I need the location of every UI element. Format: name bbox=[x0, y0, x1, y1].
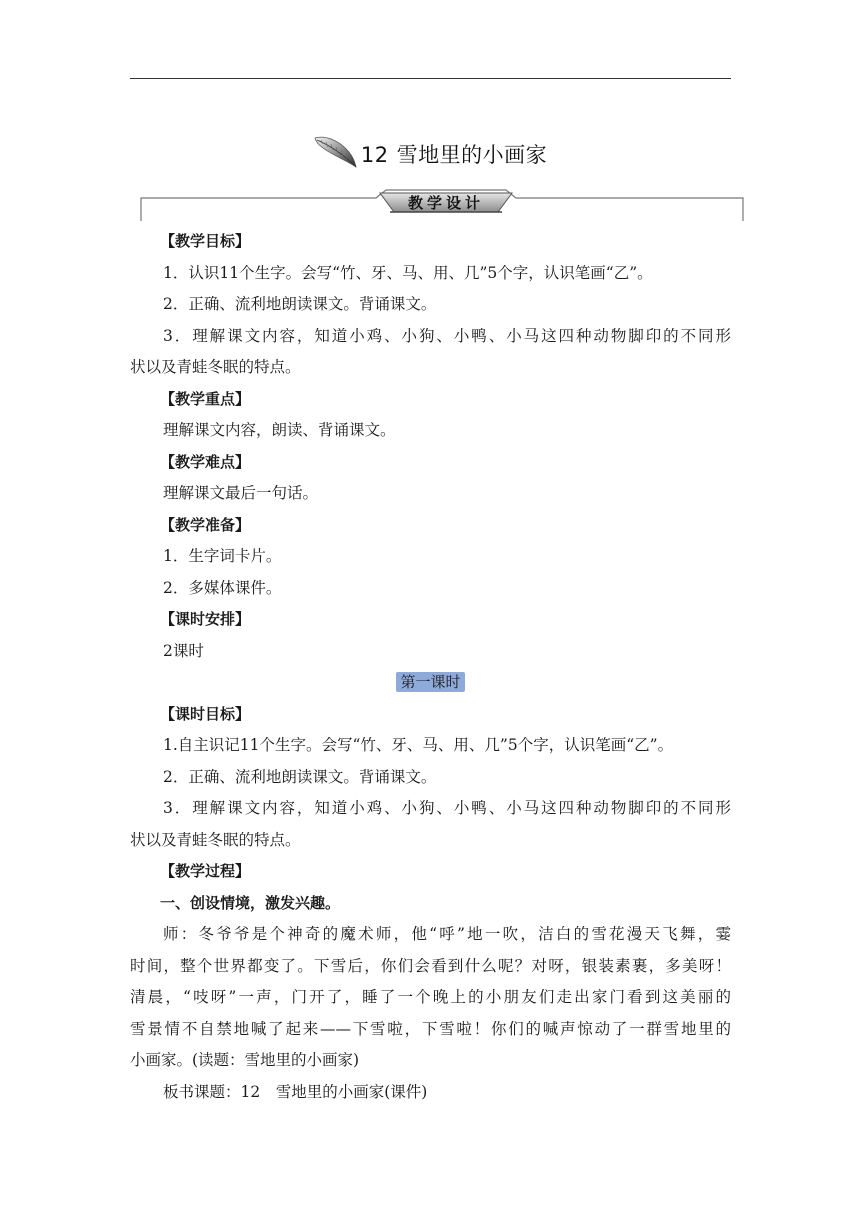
lesson-goal-item: 1.自主识记11个生字。会写“竹、牙、马、用、几”5个字，认识笔画“乙”。 bbox=[163, 736, 674, 754]
lesson-goal-item: 2．正确、流利地朗读课文。背诵课文。 bbox=[163, 767, 437, 786]
preparation-item: 1．生字词卡片。 bbox=[163, 547, 282, 565]
step-heading: 一、创设情境，激发兴趣。 bbox=[160, 893, 341, 912]
paragraph-line: 师：冬爷爷是个神奇的魔术师，他“呼”地一吹，洁白的雪花漫天飞舞，霎 bbox=[163, 925, 731, 943]
preparation-heading: 【教学准备】 bbox=[160, 515, 251, 534]
lesson-goal-item: 3．理解课文内容，知道小鸡、小狗、小鸭、小马这四种动物脚印的不同形 bbox=[163, 799, 731, 817]
lesson-name: 雪地里的小画家 bbox=[396, 143, 548, 167]
paragraph-line: 雪景情不自禁地喊了起来——下雪啦，下雪啦！你们的喊声惊动了一群雪地里的 bbox=[130, 1019, 731, 1038]
key-points-heading: 【教学重点】 bbox=[160, 389, 251, 408]
lesson-content bbox=[130, 226, 731, 1108]
lesson-period-label: 第一课时 bbox=[396, 672, 464, 692]
process-heading: 【教学过程】 bbox=[160, 862, 251, 880]
schedule-heading: 【课时安排】 bbox=[160, 610, 251, 628]
difficulty-text: 理解课文最后一句话。 bbox=[163, 484, 319, 502]
lesson-goals-heading: 【课时目标】 bbox=[160, 704, 251, 723]
goal-item: 1．认识11个生字。会写“竹、牙、马、用、几”5个字，认识笔画“乙”。 bbox=[163, 263, 653, 282]
feather-icon bbox=[313, 134, 359, 170]
board-title-text: 板书课题：12 雪地里的小画家(课件) bbox=[163, 1082, 428, 1101]
preparation-item: 2．多媒体课件。 bbox=[163, 578, 282, 597]
banner-label: 教学设计 bbox=[407, 194, 485, 212]
goal-item: 3．理解课文内容，知道小鸡、小狗、小鸭、小马这四种动物脚印的不同形 bbox=[163, 326, 731, 345]
goal-item: 2．正确、流利地朗读课文。背诵课文。 bbox=[163, 295, 437, 313]
schedule-text: 2课时 bbox=[163, 641, 204, 660]
lesson-title bbox=[0, 130, 860, 174]
key-points-text: 理解课文内容，朗读、背诵课文。 bbox=[163, 421, 396, 439]
difficulty-heading: 【教学难点】 bbox=[160, 452, 251, 471]
paragraph-line: 时间，整个世界都变了。下雪后，你们会看到什么呢？对呀，银装素裹，多美呀！ bbox=[130, 956, 731, 975]
header-rule bbox=[130, 78, 731, 79]
lesson-number: 12 bbox=[360, 143, 389, 167]
lesson-goal-item-continuation: 状以及青蛙冬眠的特点。 bbox=[130, 830, 301, 849]
goal-item-continuation: 状以及青蛙冬眠的特点。 bbox=[130, 358, 301, 376]
paragraph-line: 小画家。(读题：雪地里的小画家) bbox=[130, 1051, 360, 1069]
section-banner bbox=[140, 186, 744, 222]
goals-heading: 【教学目标】 bbox=[160, 232, 251, 250]
paragraph-line: 清晨，“吱呀”一声，门开了，睡了一个晚上的小朋友们走出家门看到这美丽的 bbox=[130, 988, 731, 1006]
